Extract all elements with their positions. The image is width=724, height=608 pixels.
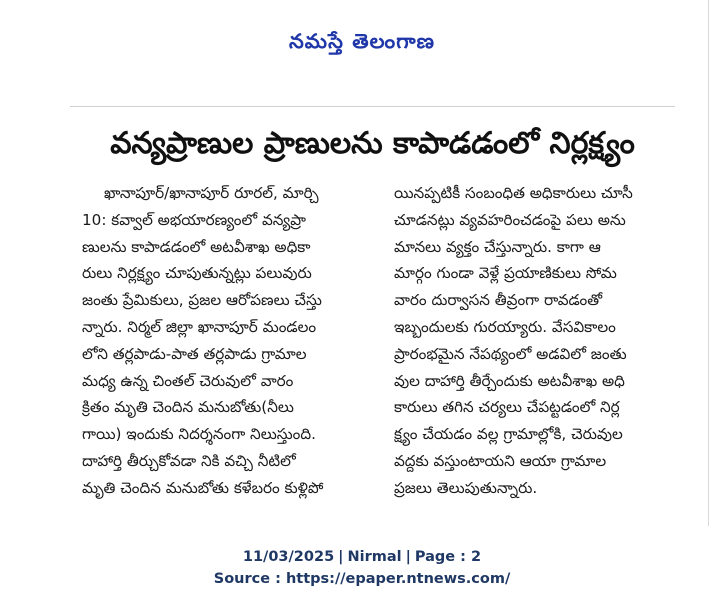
edition-page: Page : 2 <box>414 549 482 565</box>
article-column-right <box>394 180 680 520</box>
edition-location: Nirmal <box>347 549 402 565</box>
edition-date: 11/03/2025 <box>242 549 335 565</box>
article-text-line: న్నారు. నిర్మల్ జిల్లా ఖానాపూర్ మండలం <box>82 317 317 336</box>
article-text-line: మానలు వ్యక్తం చేస్తున్నారు. కాగా ఆ <box>394 237 601 256</box>
article-text-line: 10: కవ్వాల్ అభయారణ్యంలో వన్యప్రా <box>82 210 306 229</box>
article-text-line: మృతి చెందిన మనుబోతు కళేబరం కుళ్లిపో <box>82 478 324 497</box>
article-body <box>82 180 680 520</box>
article-text-line: క్ష్యం చేయడం వల్ల గ్రామాల్లోకి, చెరువుల <box>394 425 623 444</box>
masthead-divider <box>70 106 675 107</box>
page-border-line <box>708 0 709 526</box>
article-text-line: ఖానాపూర్/ఖానాపూర్ రూరల్, మార్చి <box>104 184 319 202</box>
article-text-line: వారం దుర్వాసన తీవ్రంగా రావడంతో <box>394 291 603 310</box>
article-text-line: మార్గం గుండా వెళ్లే ప్రయాణికులు సోమ <box>394 264 617 283</box>
article-text-line: మధ్య ఉన్న చింతల్ చెరువులో వారం <box>82 371 294 390</box>
article-text-line: ప్రజలు తెలుపుతున్నారు. <box>394 478 538 497</box>
article-text-line: యినప్పటికీ సంబంధిత అధికారులు చూసీ <box>394 184 633 202</box>
article-text-line: క్రితం మృతి చెందిన మనుబోతు(నీలు <box>82 398 294 417</box>
article-text-line: ఇబ్బందులకు గురయ్యారు. వేసవికాలం <box>394 317 616 336</box>
newspaper-masthead: నమస్తే తెలంగాణ <box>289 29 435 53</box>
source-link: Source : https://epaper.ntnews.com/ <box>213 571 511 587</box>
article-text-line: రులు నిర్లక్ష్యం చూపుతున్నట్లు పలువురు <box>82 264 312 283</box>
article-text-line: దాహార్తి తీర్చుకోవడా నికి వచ్చి నీటిలో <box>82 451 296 470</box>
article-text-line: గాయి) ఇందుకు నిదర్శనంగా నిలుస్తుంది. <box>82 425 316 444</box>
article-text-line: జంతు ప్రేమికులు, ప్రజల ఆరోపణలు చేస్తు <box>82 291 322 310</box>
article-text-line: వుల దాహార్తి తీర్చేందుకు అటవీశాఖ అధి <box>394 371 625 390</box>
article-text-line: కారులు తగిన చర్యలు చేపట్టడంలో నిర్ల <box>394 398 620 417</box>
article-text-line: లోని తర్లపాడు-పాత తర్లపాడు గ్రామాల <box>82 344 307 363</box>
article-text-line: ప్రారంభమైన నేపథ్యంలో అడవిలో జంతు <box>394 344 627 363</box>
article-column-left <box>82 180 368 520</box>
article-text-line: ణులను కాపాడడంలో అటవీశాఖ అధికా <box>82 237 311 256</box>
article-text-line: చూడనట్లు వ్యవహరించడంపై పలు అను <box>394 210 626 229</box>
clipping-footer <box>0 546 724 590</box>
edition-meta: 11/03/2025 | Nirmal | Page : 2 <box>242 549 482 565</box>
article-headline: వన్యప్రాణుల ప్రాణులను కాపాడడంలో నిర్లక్ష్యం <box>110 126 635 161</box>
article-text-line: వద్దకు వస్తుంటాయని ఆయా గ్రామాల <box>394 451 607 470</box>
